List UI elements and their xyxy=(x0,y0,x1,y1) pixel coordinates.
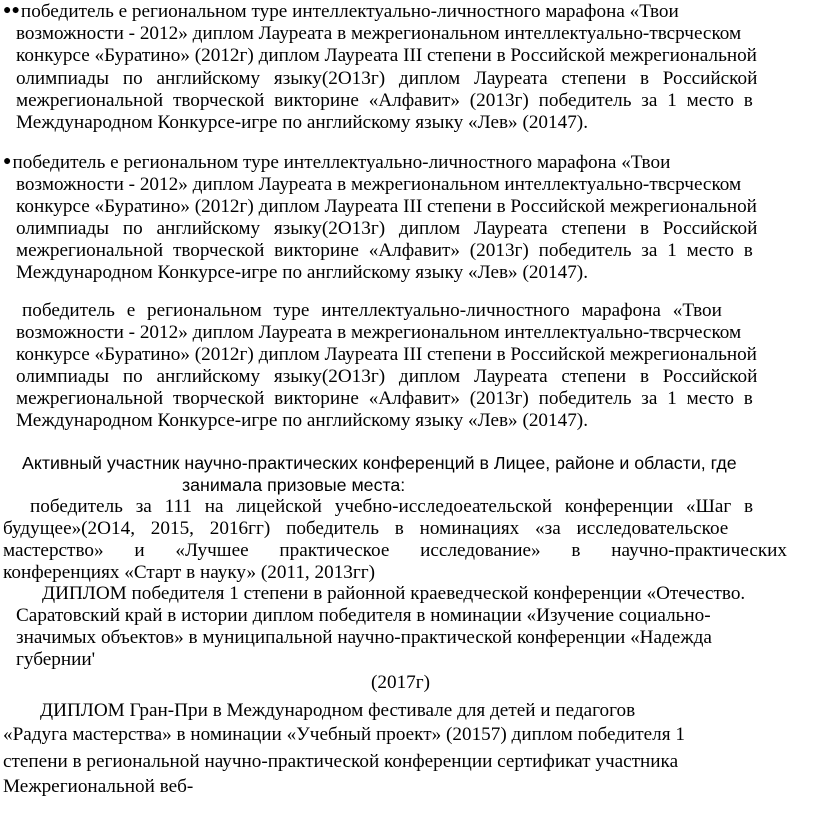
diploma1-text-4: губернии' xyxy=(16,649,96,670)
p2-text-6: Международном Конкурсе-игре по английскому языку «Лев» (20147). xyxy=(16,262,588,283)
grand-text-3: степени в региональной научно-практической конференции сертификат участника xyxy=(3,751,679,772)
p2-text-2: возможности - 2012» диплом Лауреата в межрегиональном интеллектуально-твсрческом xyxy=(16,174,742,195)
diploma1-text-2: Саратовский край в истории диплом победителя в номинации «Изучение социально- xyxy=(16,605,711,626)
p2-line-2 xyxy=(16,174,741,196)
p2-text-1: победитель е региональном туре интеллектуально-личностного марафона «Твои xyxy=(12,152,671,173)
p3-text-1: победитель е региональном туре интеллектуально-личностного марафона «Твои xyxy=(22,300,722,321)
grand-text-4: Межрегиональной веб- xyxy=(3,776,194,797)
active-text-1: Активный участник научно-практических конференций в Лицее, районе и области, где xyxy=(22,453,737,473)
diploma1-text-3: значимых объектов» в муниципальной научно-практической конференции «Надежда xyxy=(16,627,712,648)
p3-text-5: межрегиональной творческой викторине «Алфавит» (2013г) победитель за 1 место в xyxy=(16,388,753,409)
p1-text-2: возможности - 2012» диплом Лауреата в межрегиональном интеллектуально-твсрческом xyxy=(16,23,742,44)
lyceum-line-1 xyxy=(30,496,810,518)
grand-line-1 xyxy=(40,700,635,722)
active-line-2 xyxy=(182,474,405,496)
diploma1-line-1 xyxy=(42,583,745,605)
lyceum-text-3: мастерство» и «Лучшее практическое исследование» в научно-практических xyxy=(3,540,788,561)
year-label xyxy=(371,672,430,694)
lyceum-text-2: будущее»(2О14, 2015, 2016гг) победитель в номинациях «за исследовательское xyxy=(3,518,729,539)
grand-text-2: «Радуга мастерства» в номинации «Учебный проект» (20157) диплом победителя 1 xyxy=(3,724,685,745)
diploma1-text-1: ДИПЛОМ победителя 1 степени в районной краеведческой конференции «Отечество. xyxy=(42,583,746,604)
grand-line-2 xyxy=(3,724,685,746)
p3-line-4 xyxy=(16,366,757,388)
p1-text-3: конкурсе «Буратино» (2012г) диплом Лауреата III степени в Российской межрегиональной xyxy=(16,45,757,66)
p1-line-1 xyxy=(3,1,679,25)
lyceum-line-3 xyxy=(3,540,787,562)
p1-line-5 xyxy=(16,90,753,112)
diploma1-line-3 xyxy=(16,627,712,649)
p2-text-4: олимпиады по английскому языку(2О13г) диплом Лауреата степени в Российской xyxy=(16,218,758,239)
p3-line-6 xyxy=(16,410,588,432)
p3-line-5 xyxy=(16,388,753,410)
p2-line-3 xyxy=(16,196,757,218)
p3-text-6: Международном Конкурсе-игре по английскому языку «Лев» (20147). xyxy=(16,410,588,431)
p2-line-6 xyxy=(16,262,588,284)
lyceum-text-1: победитель за 111 на лицейской учебно-исследоеательской конференции «Шаг в xyxy=(30,496,754,517)
lyceum-text-4: конференциях «Старт в науку» (2011, 2013гг) xyxy=(3,562,376,583)
active-text-2: занимала призовые места: xyxy=(182,475,406,495)
year-text: (2017г) xyxy=(371,672,431,693)
p2-text-3: конкурсе «Буратино» (2012г) диплом Лауреата III степени в Российской межрегиональной xyxy=(16,196,757,217)
p1-text-5: межрегиональной творческой викторине «Алфавит» (2013г) победитель за 1 место в xyxy=(16,90,753,111)
lyceum-line-4 xyxy=(3,562,375,584)
p3-line-1 xyxy=(22,300,722,322)
p3-text-2: возможности - 2012» диплом Лауреата в межрегиональном интеллектуально-твсрческом xyxy=(16,322,742,343)
p1-line-6 xyxy=(16,112,588,134)
p3-line-3 xyxy=(16,344,757,366)
p3-text-3: конкурсе «Буратино» (2012г) диплом Лауреата III степени в Российской межрегиональной xyxy=(16,344,757,365)
p1-line-3 xyxy=(16,45,757,67)
diploma1-line-2 xyxy=(16,605,711,627)
bullet-icon: ●● xyxy=(3,3,20,18)
diploma1-line-4 xyxy=(16,649,95,671)
lyceum-line-2 xyxy=(3,518,728,540)
p1-text-1: победитель е региональном туре интеллектуально-личностного марафона «Твои xyxy=(20,1,679,22)
p2-text-5: межрегиональной творческой викторине «Алфавит» (2013г) победитель за 1 место в xyxy=(16,240,753,261)
grand-line-4 xyxy=(3,776,193,798)
grand-text-1: ДИПЛОМ Гран-При в Международном фестивале для детей и педагогов xyxy=(40,700,636,721)
p1-line-4 xyxy=(16,68,812,90)
p1-text-4: олимпиады по английскому языку(2О13г) диплом Лауреата степени в Российской xyxy=(16,68,758,89)
p2-line-4 xyxy=(16,218,757,240)
p3-text-4: олимпиады по английскому языку(2О13г) диплом Лауреата степени в Российской xyxy=(16,366,758,387)
p2-line-5 xyxy=(16,240,753,262)
p2-line-1 xyxy=(3,152,670,176)
bullet-icon: ● xyxy=(3,154,12,169)
grand-line-3 xyxy=(3,751,678,773)
p1-text-6: Международном Конкурсе-игре по английскому языку «Лев» (20147). xyxy=(16,112,588,133)
active-line-1 xyxy=(22,452,737,474)
p1-line-2 xyxy=(16,23,812,45)
p3-line-2 xyxy=(16,322,741,344)
